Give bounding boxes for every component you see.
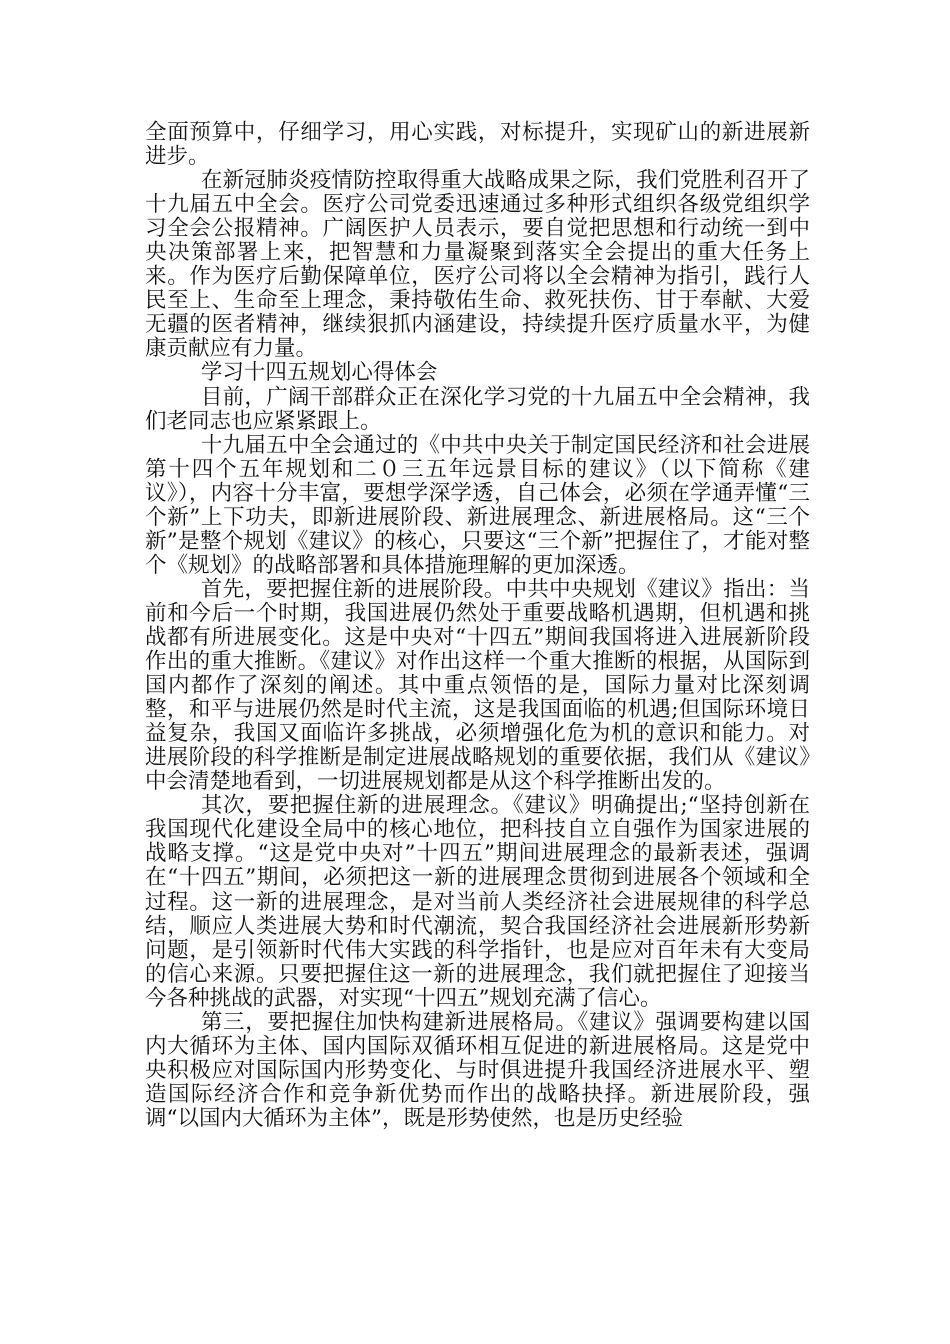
paragraph-three-new: 十九届五中全会通过的《中共中央关于制定国民经济和社会进展第十四个五年规划和二０三五年远景目标的建议》（以下简称《建议》），内容十分丰富，要想学深学透，自己体会，必须在学通弄懂“三个新”上下功夫，即新进展阶段、新进展理念、新进展格局。这“三个新”是整个规划《建议》的核心，只要这“三个新”把握住了，才能对整个《规划》的战略部署和具体措施理解的更加深透。 (145, 432, 810, 578)
document-body (145, 121, 810, 1131)
paragraph-first-stage: 首先，要把握住新的进展阶段。中共中央规划《建议》指出：当前和今后一个时期，我国进展仍然处于重要战略机遇期，但机遇和挑战都有所进展变化。这是中央对“十四五”期间我国将进入进展新阶段作出的重大推断。《建议》对作出这样一个重大推断的根据，从国际到国内都作了深刻的阐述。其中重点领悟的是，国际力量对比深刻调整，和平与进展仍然是时代主流，这是我国面临的机遇;但国际环境日益复杂，我国又面临许多挑战，必须增强化危为机的意识和能力。对进展阶段的科学推断是制定进展战略规划的重要依据，我们从《建议》中会清楚地看到，一切进展规划都是从这个科学推断出发的。 (145, 576, 810, 795)
paragraph-third-pattern: 第三，要把握住加快构建新进展格局。《建议》强调要构建以国内大循环为主体、国内国际双循环相互促进的新进展格局。这是党中央积极应对国际国内形势变化、与时俱进提升我国经济进展水平、塑造国际经济合作和竞争新优势而作出的战略抉择。新进展阶段，强调“以国内大循环为主体”，既是形势使然，也是历史经验 (145, 1009, 810, 1131)
paragraph-fifth-plenum-medical: 在新冠肺炎疫情防控取得重大战略成果之际，我们党胜利召开了十九届五中全会。医疗公司党委迅速通过多种形式组织各级党组织学习全会公报精神。广阔医护人员表示，要自觉把思想和行动统一到中央决策部署上来，把智慧和力量凝聚到落实全会提出的重大任务上来。作为医疗后勤保障单位，医疗公司将以全会精神为指引，践行人民至上、生命至上理念，秉持敬佑生命、救死扶伤、甘于奉献、大爱无疆的医者精神，继续狠抓内涵建设，持续提升医疗质量水平，为健康贡献应有力量。 (145, 168, 810, 362)
paragraph-intro: 目前，广阔干部群众正在深化学习党的十九届五中全会精神，我们老同志也应紧紧跟上。 (145, 384, 810, 434)
section-title: 学习十四五规划心得体会 (200, 360, 438, 386)
paragraph-second-concept: 其次，要把握住新的进展理念。《建议》明确提出;“坚持创新在我国现代化建设全局中的核心地位，把科技自立自强作为国家进展的战略支撑。“这是党中央对”十四五”期间进展理念的最新表述，强调在“十四五”期间，必须把这一新的进展理念贯彻到进展各个领域和全过程。这一新的进展理念，是对当前人类经济社会进展规律的科学总结，顺应人类进展大势和时代潮流，契合我国经济社会进展新形势新问题，是引领新时代伟大实践的科学指针，也是应对百年未有大变局的信心来源。只要把握住这一新的进展理念，我们就把握住了迎接当今各种挑战的武器，对实现“十四五”规划充满了信心。 (145, 793, 810, 1011)
paragraph-continuation: 全面预算中，仔细学习，用心实践，对标提升，实现矿山的新进展新进步。 (145, 120, 810, 170)
